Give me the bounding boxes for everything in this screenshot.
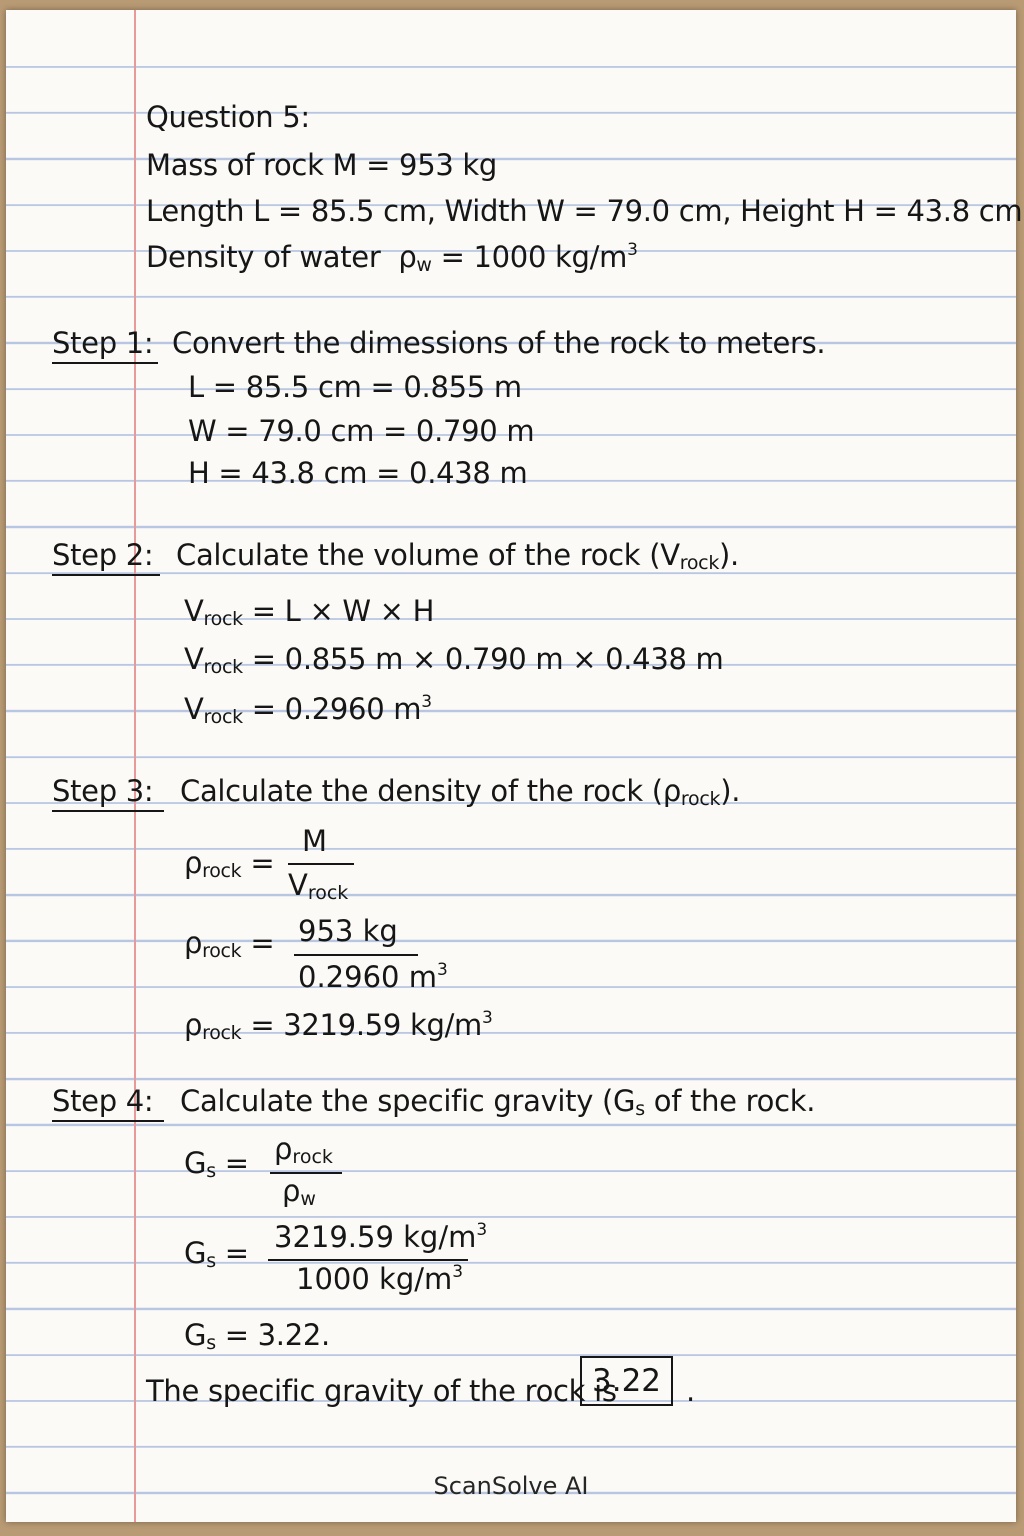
volume-formula: $V_{rock} = L \times W \times H$ bbox=[184, 594, 435, 630]
step-3-label: Step 3: bbox=[52, 774, 154, 808]
gs-formula-denominator: $\rho_w$ bbox=[282, 1174, 316, 1210]
step-1-instruction: Convert the dimessions of the rock to meters. bbox=[172, 326, 826, 360]
conversion-width: W = 79.0 cm = 0.790 m bbox=[188, 414, 535, 448]
density-substitution-numerator: 953 kg bbox=[298, 914, 398, 948]
conclusion-text: The specific gravity of the rock is bbox=[146, 1374, 617, 1408]
step-4-underline bbox=[52, 1120, 164, 1122]
step-4-instruction: Calculate the specific gravity ($G_s$ of the rock. bbox=[180, 1084, 816, 1120]
margin-line bbox=[134, 10, 136, 1522]
step-4-label: Step 4: bbox=[52, 1084, 154, 1118]
step-2-underline bbox=[52, 574, 160, 576]
density-formula-bar bbox=[288, 863, 354, 865]
density-result: $\rho_{rock} = 3219.59$ $kg/m^3$ bbox=[184, 1008, 493, 1044]
gs-result: $G_s = 3.22$. bbox=[184, 1318, 330, 1354]
step-2-instruction: Calculate the volume of the rock $(V_{rock})$. bbox=[176, 538, 739, 574]
density-substitution-bar bbox=[294, 954, 418, 956]
given-dimensions: Length L = 85.5 cm, Width W = 79.0 cm, Height H = 43.8 cm bbox=[146, 194, 1023, 228]
answer-box: 3.22 bbox=[580, 1356, 673, 1406]
step-3-instruction: Calculate the density of the rock $(\rho_{rock})$. bbox=[180, 774, 741, 810]
volume-substitution: $V_{rock} = 0.855$ m × 0.790 m × 0.438 m bbox=[184, 642, 724, 678]
density-substitution-denominator: 0.2960 $m^3$ bbox=[298, 960, 448, 994]
notebook-page bbox=[6, 10, 1023, 1522]
gs-substitution-numerator: 3219.59 $kg/m^3$ bbox=[274, 1220, 488, 1254]
gs-substitution-bar bbox=[268, 1259, 468, 1261]
step-2-label: Step 2: bbox=[52, 538, 154, 572]
footer-brand: ScanSolve AI bbox=[433, 1472, 589, 1500]
given-water-density: Density of water $\rho_w = 1000$ $kg/m^3$ bbox=[146, 240, 638, 276]
given-mass: Mass of rock M = 953 kg bbox=[146, 148, 498, 182]
density-symbol-2: $\rho_{rock}$ = bbox=[184, 926, 275, 962]
density-symbol-1: $\rho_{rock}$ = bbox=[184, 846, 275, 882]
conversion-height: H = 43.8 cm = 0.438 m bbox=[188, 456, 528, 490]
density-formula-denominator: $V_{rock}$ bbox=[288, 868, 349, 904]
conclusion-period: . bbox=[686, 1374, 695, 1408]
gs-formula-numerator: $\rho_{rock}$ bbox=[274, 1132, 333, 1168]
gs-symbol-1: $G_s$ = bbox=[184, 1146, 249, 1182]
step-3-underline bbox=[52, 810, 164, 812]
volume-result: $V_{rock} = 0.2960$ $m^3$ bbox=[184, 692, 432, 728]
step-1-underline bbox=[52, 362, 158, 364]
gs-symbol-2: $G_s$ = bbox=[184, 1236, 249, 1272]
step-1-label: Step 1: bbox=[52, 326, 154, 360]
conversion-length: L = 85.5 cm = 0.855 m bbox=[188, 370, 522, 404]
question-title: Question 5: bbox=[146, 100, 310, 134]
density-formula-numerator: M bbox=[302, 824, 328, 858]
gs-substitution-denominator: 1000 $kg/m^3$ bbox=[296, 1262, 464, 1296]
